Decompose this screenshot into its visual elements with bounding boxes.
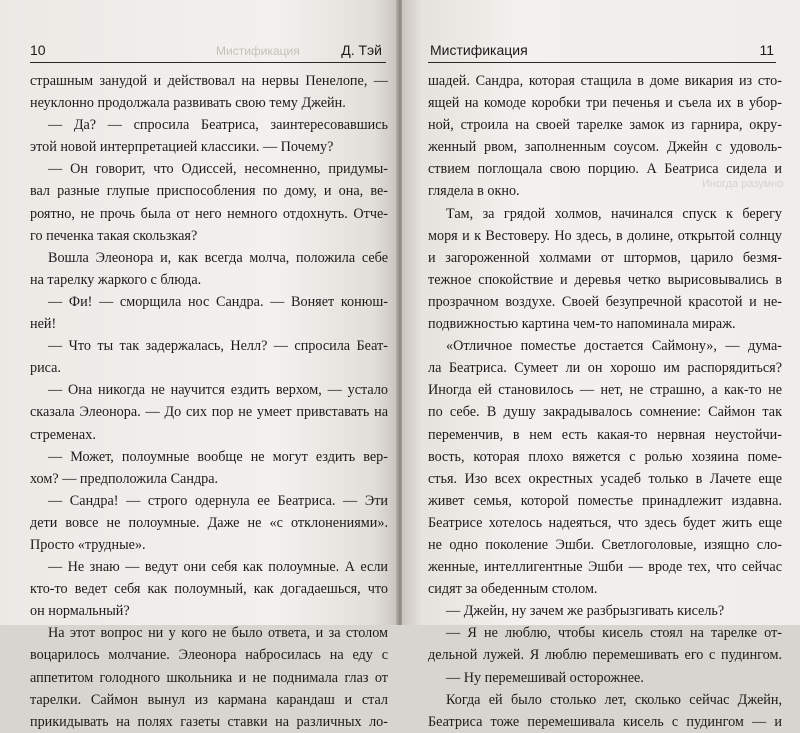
text-line: — Может, полоумные вообще не могут ездить вер-	[48, 448, 388, 465]
text-line: дети вовсе не полоумные. Даже не «с отклонениями».	[30, 514, 388, 531]
left-page	[0, 0, 398, 730]
text-line: стья. Изо всех окрестных усадеб только в Лачете еще	[428, 470, 782, 487]
text-line: — Он говорит, что Одиссей, несомненно, придумы-	[48, 161, 388, 178]
text-line: — Сандра! — строго одернула ее Беатриса. — Эти	[48, 492, 388, 509]
text-line: неуклонно продолжала развивать свою тему Джейн.	[30, 95, 346, 112]
text-line: Иногда ей становилось — нет, не страшно, а как-то не	[428, 382, 782, 399]
text-line: стременах.	[30, 426, 96, 443]
text-line: сидят за обеденным столом.	[428, 581, 598, 598]
text-line: дельной лужей. Я люблю перемешивать его с пудингом.	[428, 647, 782, 664]
text-line: «Отличное поместье достается Саймону», — дума-	[446, 338, 782, 355]
text-line: воцарилось молчание. Элеонора набросилась на еду с	[30, 647, 388, 664]
text-line: глядела в окно.	[428, 183, 520, 200]
text-line: аппетитом голодного школьника и не поднимала глаз от	[30, 669, 388, 686]
text-line: — Ну перемешивай осторожнее.	[446, 669, 644, 686]
text-line: переменчив, в нем есть какая-то нервная неустойчи-	[428, 426, 782, 443]
bleed-through-text: Иногда разумно	[702, 178, 784, 190]
page-number: 10	[30, 42, 46, 58]
text-line: го печенка такая скользкая?	[30, 227, 198, 244]
text-line: ящей на комоде коробки три печенья и съела их в убор-	[428, 95, 782, 112]
text-line: — Не знаю — ведут они себя как полоумные. А если	[48, 559, 388, 576]
running-head-title: Мистификация	[430, 42, 528, 58]
text-line: — Что ты так задержалась, Нелл? — спросила Беат-	[48, 338, 388, 355]
text-line: ствием поглощала свою порцию. А Беатриса сидела и	[428, 161, 782, 178]
text-line: этой новой интерпретацией классики. — Почему?	[30, 139, 334, 156]
text-line: — Она никогда не научится ездить верхом, — устало	[48, 382, 388, 399]
text-line: ней!	[30, 316, 57, 333]
text-line: моря и к Вестоверу. Но здесь, в долине, открытой солнцу	[428, 227, 782, 244]
right-page-text	[428, 70, 782, 733]
text-line: по себе. В душу закрадывалось сомнение: Саймон так	[428, 404, 782, 421]
text-line: — Фи! — сморщила нос Сандра. — Воняет конюш-	[48, 293, 388, 310]
text-line: он нормальный?	[30, 603, 130, 620]
text-line: кто-то ведет себя как полоумный, как догадаешься, что	[30, 581, 388, 598]
text-line: Вошла Элеонора и, как всегда молча, положила себе	[48, 249, 388, 266]
left-page-text	[30, 70, 388, 733]
text-line: — Джейн, ну зачем же разбрызгивать кисель?	[446, 603, 725, 620]
text-line: ла Беатриса. Сумеет ли он хорошо им распорядиться?	[428, 360, 782, 377]
page-number: 11	[759, 42, 774, 58]
text-line: Беатриса тоже перемешивала кисель с пудингом — и	[428, 713, 782, 730]
header-rule	[428, 62, 776, 63]
text-line: на тарелку жаркого с блюда.	[30, 271, 202, 288]
text-line: сказала Элеонора. — До сих пор не умеет привставать на	[30, 404, 388, 421]
right-page	[402, 0, 800, 730]
text-line: женный рвом, заполненным соусом. Джейн с удоволь-	[428, 139, 782, 156]
text-line: тарелки. Саймон вынул из кармана карандаш и стал	[30, 691, 388, 708]
text-line: хом? — предположила Сандра.	[30, 470, 219, 487]
text-line: Просто «трудные».	[30, 536, 146, 553]
text-line: и загороженной холмами от штормов, царило безмя-	[428, 249, 782, 266]
right-page-header	[430, 42, 774, 62]
text-line: прикидывать на полях газеты ставки на различных ло-	[30, 713, 388, 730]
text-line: прозрачном воздухе. Своей безупречной красотой и не-	[428, 293, 782, 310]
text-line: женные, интеллигентные Эшби — вроде тех, что сейчас	[428, 559, 782, 576]
text-line: риса.	[30, 360, 62, 377]
text-line: Когда ей было столько лет, сколько сейчас Джейн,	[446, 691, 782, 708]
text-line: вал разные глупые приспособления по дому, и она, ве-	[30, 183, 388, 200]
text-line: ной, строила на своей тарелке замок из гарнира, окру-	[428, 117, 782, 134]
text-line: шадей. Сандра, которая стащила в доме викария из сто-	[428, 73, 782, 89]
text-line: подвижностью картина чем-то напоминала мираж.	[428, 316, 736, 333]
text-line: Там, за грядой холмов, начинался спуск к берегу	[446, 205, 782, 222]
text-line: не одно поколение Эшби. Светлоголовые, изящно сло-	[428, 536, 782, 553]
text-line: страшным занудой и действовал на нервы Пенелопе, —	[30, 73, 388, 89]
text-line: вость, которая плохо вяжется с ролью хозяина поме-	[428, 448, 782, 465]
header-rule	[30, 62, 386, 63]
bleed-through-text: Мистификация	[216, 44, 300, 58]
text-line: На этот вопрос ни у кого не было ответа, и за столом	[48, 625, 388, 642]
text-line: Беатрисе хотелось надеяться, что здесь будет жить еще	[428, 514, 782, 531]
text-line: — Я не люблю, чтобы кисель стоял на тарелке от-	[446, 625, 782, 642]
text-line: роятно, не прочь была от него немного отдохнуть. Отче-	[30, 205, 388, 222]
text-line: — Да? — спросила Беатриса, заинтересовавшись	[48, 117, 388, 134]
left-page-header	[30, 42, 382, 62]
running-head-author: Д. Тэй	[341, 42, 382, 58]
text-line: живет семья, которой поместье принадлежит издавна.	[428, 492, 782, 509]
text-line: тежное спокойствие и деревья четко вырисовывались в	[428, 271, 782, 288]
